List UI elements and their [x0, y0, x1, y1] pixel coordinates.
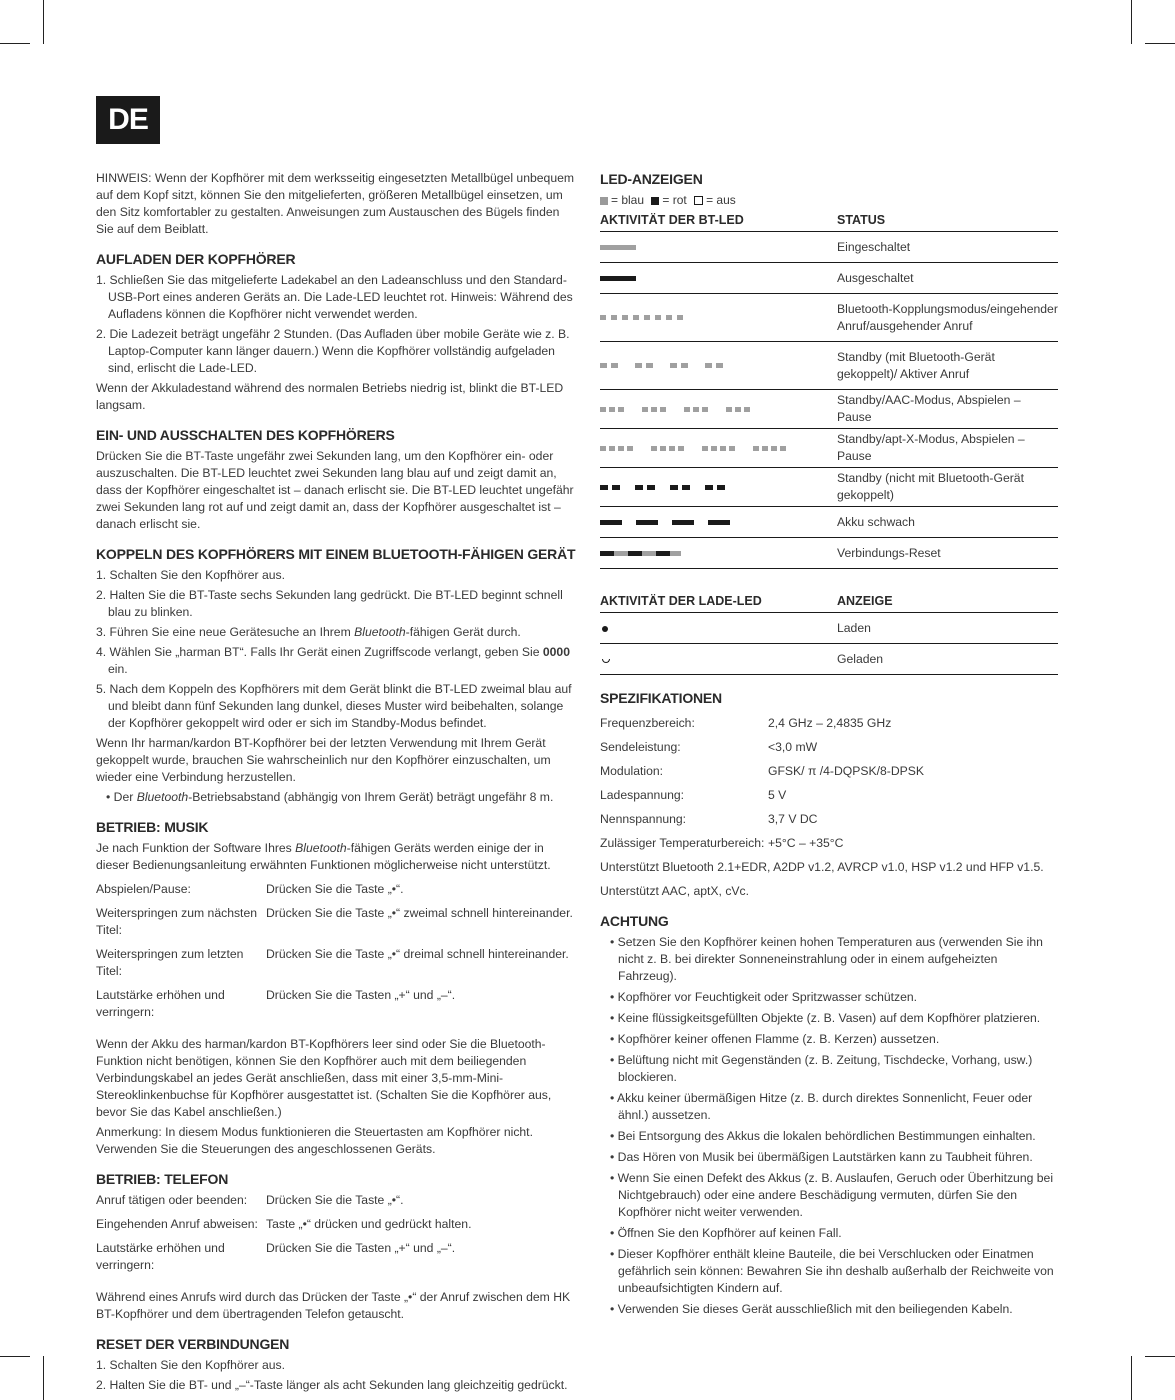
list-item: • Keine flüssigkeitsgefüllten Objekte (z. B. Vasen) auf dem Kopfhörer platzieren.: [610, 1011, 1041, 1025]
spacer: [96, 1281, 578, 1289]
charge-led-header: AKTIVITÄT DER LADE-LED: [600, 591, 837, 613]
spec-label: Modulation:: [600, 764, 664, 778]
table-row: [600, 232, 1058, 263]
led-pattern-blue-quad-blink: [600, 446, 837, 451]
bluetooth-term: Bluetooth: [354, 625, 406, 639]
control-instruction: Taste „•“ drücken und gedrückt halten.: [266, 1217, 472, 1231]
legend-blue-label: = blau: [611, 193, 645, 207]
spec-row: [600, 835, 1058, 852]
phone-control-row: [96, 1216, 578, 1233]
table-row: [600, 342, 1058, 390]
caution-list: [600, 934, 1058, 1318]
bt-led-header: AKTIVITÄT DER BT-LED: [600, 210, 837, 232]
spec-value: <3,0 mW: [768, 740, 818, 754]
charging-note: Wenn der Akkuladestand während des normalen Betriebs niedrig ist, blinkt die BT-LED langsam.: [96, 381, 564, 412]
list-item: [96, 624, 578, 641]
power-heading: EIN- UND AUSSCHALTEN DES KOPFHÖRERS: [96, 427, 395, 443]
music-control-row: [96, 881, 578, 898]
led-status: Standby (mit Bluetooth-Gerät gekoppelt)/ Aktiver Anruf: [837, 342, 1058, 390]
spec-label: Sendeleistung:: [600, 740, 681, 754]
spec-label: Nennspannung:: [600, 812, 687, 826]
music-control-row: [96, 905, 578, 939]
led-heading: LED-ANZEIGEN: [600, 171, 703, 187]
led-status: Standby/apt-X-Modus, Abspielen – Pause: [837, 429, 1058, 468]
led-pattern-blue-triple-blink: [600, 407, 837, 412]
list-item: 2. Halten Sie die BT- und „–“-Taste länger als acht Sekunden lang gleichzeitig gedrückt.: [96, 1378, 568, 1392]
control-action: Anruf tätigen oder beenden:: [96, 1193, 248, 1207]
status-header: STATUS: [837, 210, 1058, 232]
list-item: [96, 644, 578, 678]
intro-text: -fähigen Geräts werden einige der in dieser Bedienungsanleitung erwähnten Funktionen möglicherweise nicht unterstützt.: [96, 841, 551, 872]
list-item: • Kopfhörer vor Feuchtigkeit oder Spritzwasser schützen.: [610, 990, 918, 1004]
control-instruction: Drücken Sie die Tasten „+“ und „–“.: [266, 1241, 456, 1255]
crop-mark: [1145, 1356, 1175, 1357]
red-square-icon: [651, 197, 659, 205]
bullet-text: -Betriebsabstand (abhängig von Ihrem Gerät) beträgt ungefähr 8 m.: [188, 790, 554, 804]
crop-mark: [1131, 1356, 1132, 1400]
spec-value: 2,4 GHz – 2,4835 GHz: [768, 716, 892, 730]
pairing-heading: KOPPELN DES KOPFHÖRERS MIT EINEM BLUETOOTH-FÄHIGEN GERÄT: [96, 546, 576, 562]
charge-status: Laden: [837, 613, 1058, 644]
pin-code: 0000: [542, 645, 570, 659]
led-status: Standby (nicht mit Bluetooth-Gerät gekoppelt): [837, 468, 1058, 507]
crop-mark: [1131, 0, 1132, 44]
list-item: • Das Hören von Musik bei übermäßigen Lautstärken kann zu Taubheit führen.: [610, 1150, 1033, 1164]
led-status: Bluetooth-Kopplungsmodus/eingehender Anruf/ausgehender Anruf: [837, 294, 1058, 342]
charging-steps: [96, 272, 578, 377]
right-column: [600, 170, 1058, 1322]
led-pattern-red-solid: [600, 276, 837, 281]
music-control-row: [96, 987, 578, 1021]
control-action: Weiterspringen zum nächsten Titel:: [96, 906, 258, 937]
spec-row: [600, 811, 1058, 828]
table-row: [600, 644, 1058, 675]
table-row: [600, 538, 1058, 569]
list-item: 5. Nach dem Koppeln des Kopfhörers mit dem Gerät blinkt die BT-LED zweimal blau auf und bleibt dann fünf Sekunden lang dunkel, dieses Muster wird beibehalten, solange der Kopfhörer gekoppelt wird oder er sich im Standby-Modus befindet.: [96, 682, 572, 730]
control-action: Eingehenden Anruf abweisen:: [96, 1217, 258, 1231]
spacer: [600, 569, 1058, 591]
spec-bluetooth: Unterstützt Bluetooth 2.1+EDR, A2DP v1.2, AVRCP v1.0, HSP v1.2 und HFP v1.5.: [600, 860, 1044, 874]
reset-steps: [96, 1357, 578, 1394]
range-bullet: [96, 789, 578, 806]
cable-text: Wenn der Akku des harman/kardon BT-Kopfhörers leer sind oder Sie die Bluetooth-Funktion nicht benötigen, können Sie den Kopfhörer auch mit dem beiliegenden Verbindungskabel an jedes Gerät anschließen, dass mit einer 3,5-mm-Mini-Stereoklinkenbuchse für Kopfhörer ausgestattet ist. (Schalten Sie die Kopfhörer aus, bevor Sie das Kabel anschließen.): [96, 1037, 552, 1119]
charged-off-icon: [602, 659, 610, 663]
power-text: Drücken Sie die BT-Taste ungefähr zwei Sekunden lang, um den Kopfhörer ein- oder auszuschalten. Die BT-LED leuchtet zwei Sekunden lang blau auf und zeigt damit an, dass der Kopfhörer eingeschaltet ist – danach erlischt sie. Die BT-LED leuchtet ungefähr zwei Sekunden lang rot auf und zeigt damit an, dass der Kopfhörer ausgeschaltet ist – danach erlischt sie.: [96, 449, 574, 531]
step-text: -fähigen Gerät durch.: [405, 625, 521, 639]
table-row: [600, 468, 1058, 507]
control-instruction: Drücken Sie die Taste „•“ dreimal schnell hintereinander.: [266, 947, 569, 961]
spec-label: Ladespannung:: [600, 788, 685, 802]
led-pattern-blue-solid: [600, 245, 837, 250]
bt-led-table: [600, 210, 1058, 569]
list-item: 2. Halten Sie die BT-Taste sechs Sekunden lang gedrückt. Die BT-LED beginnt schnell blau zu blinken.: [96, 588, 563, 619]
language-badge: DE: [96, 96, 160, 144]
led-pattern-blue-fast-blink: [600, 315, 837, 320]
crop-mark: [0, 1356, 30, 1357]
charging-heading: AUFLADEN DER KOPFHÖRER: [96, 251, 296, 267]
list-item: • Wenn Sie einen Defekt des Akkus (z. B. Auslaufen, Geruch oder Überhitzung bei Nichtgebrauch) oder eine andere Beschädigung vermuten, dürfen Sie den Kopfhörer nicht weiter verwenden.: [610, 1171, 1054, 1219]
spec-label: Zulässiger Temperaturbereich:: [600, 836, 765, 850]
crop-mark: [0, 43, 30, 44]
charge-led-table: [600, 591, 1058, 675]
list-item: • Bei Entsorgung des Akkus die lokalen behördlichen Bestimmungen einhalten.: [610, 1129, 1036, 1143]
phone-control-row: [96, 1192, 578, 1209]
table-row: [600, 390, 1058, 429]
spec-row: [600, 739, 1058, 756]
list-item: • Öffnen Sie den Kopfhörer auf keinen Fall.: [610, 1226, 842, 1240]
specs-heading: SPEZIFIKATIONEN: [600, 690, 722, 706]
crop-mark: [43, 0, 44, 44]
list-item: 2. Die Ladezeit beträgt ungefähr 2 Stunden. (Das Aufladen über mobile Geräte wie z. B. Laptop-Computer kann länger dauern.) Wenn die Kopfhörer vollständig aufgeladen sind, erlischt die Lade-LED.: [96, 327, 570, 375]
table-row: [600, 507, 1058, 538]
crop-mark: [43, 1356, 44, 1400]
intro-text: Je nach Funktion der Software Ihres: [96, 841, 296, 855]
control-instruction: Drücken Sie die Taste „•“ zweimal schnell hintereinander.: [266, 906, 573, 920]
list-item: • Setzen Sie den Kopfhörer keinen hohen Temperaturen aus (verwenden Sie ihn nicht z. B. bei direkter Sonneneinstrahlung oder in einem aufgeheizten Fahrzeug).: [610, 935, 1043, 983]
display-header: ANZEIGE: [837, 591, 1058, 613]
led-legend: [600, 192, 1058, 208]
left-column: [96, 170, 578, 1397]
led-pattern-red-slow-blink: [600, 520, 837, 525]
spec-value: 5 V: [768, 788, 787, 802]
phone-heading: BETRIEB: TELEFON: [96, 1171, 229, 1187]
led-status: Ausgeschaltet: [837, 263, 1058, 294]
spec-label: Frequenzbereich:: [600, 716, 695, 730]
spec-value: +5°C – +35°C: [768, 836, 844, 850]
list-item: • Verwenden Sie dieses Gerät ausschließlich mit den beiliegenden Kabeln.: [610, 1302, 1013, 1316]
control-instruction: Drücken Sie die Tasten „+“ und „–“.: [266, 988, 456, 1002]
list-item: 1. Schalten Sie den Kopfhörer aus.: [96, 1358, 286, 1372]
phone-control-row: [96, 1240, 578, 1274]
table-row: [600, 263, 1058, 294]
control-instruction: Drücken Sie die Taste „•“.: [266, 1193, 404, 1207]
charge-status: Geladen: [837, 644, 1058, 675]
control-action: Lautstärke erhöhen und verringern:: [96, 988, 225, 1019]
control-action: Lautstärke erhöhen und verringern:: [96, 1241, 225, 1272]
spec-value: 3,7 V DC: [768, 812, 818, 826]
led-pattern-red-blue-alternate: [600, 551, 837, 556]
pairing-note: Wenn Ihr harman/kardon BT-Kopfhörer bei der letzten Verwendung mit Ihrem Gerät gekoppelt wurde, brauchen Sie wahrscheinlich nur den Kopfhörer einzuschalten, um wieder eine Verbindung herzustellen.: [96, 736, 551, 784]
crop-mark: [1145, 43, 1175, 44]
step-text: ein.: [108, 662, 128, 676]
list-item: 1. Schließen Sie das mitgelieferte Ladekabel an den Ladeanschluss und den Standard-USB-Port eines anderen Geräts an. Die Lade-LED leuchtet rot. Hinweis: Während des Aufladens können die Kopfhörer nicht verwendet werden.: [96, 273, 573, 321]
charging-dot-icon: [602, 626, 608, 632]
spec-value: GFSK/ π /4-DQPSK/8-DPSK: [768, 764, 925, 778]
music-control-row: [96, 946, 578, 980]
list-item: • Akku keiner übermäßigen Hitze (z. B. durch direktes Sonnenlicht, Feuer oder ähnl.) aussetzen.: [610, 1091, 1033, 1122]
list-item: 1. Schalten Sie den Kopfhörer aus.: [96, 568, 286, 582]
spec-row: [600, 715, 1058, 732]
cable-remark: Anmerkung: In diesem Modus funktionieren die Steuertasten am Kopfhörer nicht. Verwenden Sie die Steuerungen des angeschlossenen Geräts.: [96, 1125, 533, 1156]
led-pattern-blue-double-blink: [600, 363, 837, 368]
led-pattern-red-double-blink: [600, 485, 837, 490]
list-item: • Belüftung nicht mit Gegenständen (z. B. Zeitung, Tischdecke, Vorhang, usw.) blockieren.: [610, 1053, 1033, 1084]
legend-off-label: = aus: [706, 193, 736, 207]
table-header-row: [600, 210, 1058, 232]
bluetooth-term: Bluetooth: [136, 790, 189, 804]
phone-note: Während eines Anrufs wird durch das Drücken der Taste „•“ der Anruf zwischen dem HK BT-Kopfhörer und dem übertragenden Telefon getauscht.: [96, 1290, 571, 1321]
off-square-icon: [694, 196, 703, 205]
control-instruction: Drücken Sie die Taste „•“.: [266, 882, 404, 896]
list-item: • Kopfhörer keiner offenen Flamme (z. B. Kerzen) aussetzen.: [610, 1032, 940, 1046]
spec-codecs: Unterstützt AAC, aptX, cVc.: [600, 884, 750, 898]
legend-red-label: = rot: [662, 193, 687, 207]
bullet-text: • Der: [106, 790, 137, 804]
table-row: [600, 613, 1058, 644]
music-heading: BETRIEB: MUSIK: [96, 819, 209, 835]
spec-row: [600, 763, 1058, 780]
music-intro: [96, 840, 578, 874]
intro-note: HINWEIS: Wenn der Kopfhörer mit dem werksseitig eingesetzten Metallbügel unbequem auf dem Kopf sitzt, können Sie den mitgelieferten, größeren Metallbügel einsetzen, um den Sitz komfortabler zu gestalten. Anweisungen zum Austauschen des Bügels finden Sie auf dem Beiblatt.: [96, 171, 575, 236]
control-action: Weiterspringen zum letzten Titel:: [96, 947, 244, 978]
led-status: Eingeschaltet: [837, 232, 1058, 263]
table-row: [600, 429, 1058, 468]
control-action: Abspielen/Pause:: [96, 882, 191, 896]
step-text: 3. Führen Sie eine neue Gerätesuche an Ihrem: [96, 625, 355, 639]
table-row: [600, 294, 1058, 342]
bluetooth-term: Bluetooth: [295, 841, 347, 855]
table-header-row: [600, 591, 1058, 613]
caution-heading: ACHTUNG: [600, 913, 669, 929]
step-text: 4. Wählen Sie „harman BT“. Falls Ihr Gerät einen Zugriffscode verlangt, geben Sie: [96, 645, 543, 659]
led-status: Verbindungs-Reset: [837, 538, 1058, 569]
spacer: [96, 1028, 578, 1036]
list-item: • Dieser Kopfhörer enthält kleine Bauteile, die bei Verschlucken oder Einatmen gefährlich sein können: Bewahren Sie ihn deshalb außerhalb der Reichweite von unbeaufsichtigten Kindern auf.: [610, 1247, 1054, 1295]
led-status: Akku schwach: [837, 507, 1058, 538]
blue-square-icon: [600, 197, 608, 205]
pairing-steps: [96, 567, 578, 732]
spec-row: [600, 787, 1058, 804]
led-status: Standby/AAC-Modus, Abspielen – Pause: [837, 390, 1058, 429]
reset-heading: RESET DER VERBINDUNGEN: [96, 1336, 290, 1352]
